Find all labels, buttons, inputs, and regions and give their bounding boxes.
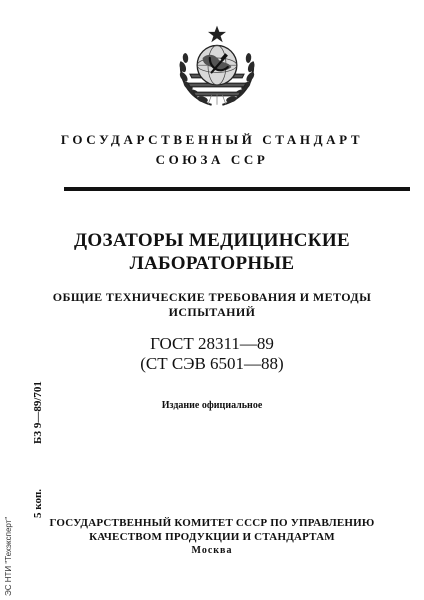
subtitle-line-1: ОБЩИЕ ТЕХНИЧЕСКИЕ ТРЕБОВАНИЯ И МЕТОДЫ	[52, 290, 372, 304]
standard-designation	[0, 334, 424, 374]
bz-code: БЗ 9—89/701	[32, 381, 44, 444]
publisher-line-1: ГОСУДАРСТВЕННЫЙ КОМИТЕТ СССР ПО УПРАВЛЕНИЮ	[49, 517, 375, 529]
publisher-block	[0, 516, 424, 558]
price-label: 5 коп.	[32, 488, 44, 518]
publisher-city: Москва	[191, 545, 233, 556]
edition-note: Издание официальное	[161, 400, 263, 411]
source-stamp: ЭС НТИ "Техэксперт"	[4, 516, 13, 596]
title-line-2: ЛАБОРАТОРНЫЕ	[129, 253, 295, 274]
union-heading: СОЮЗА ССР	[155, 152, 269, 167]
heading-divider	[64, 187, 410, 191]
state-standard-heading: ГОСУДАРСТВЕННЫЙ СТАНДАРТ	[60, 132, 364, 147]
ussr-state-emblem-icon	[172, 22, 262, 112]
gost-number: ГОСТ 28311—89	[150, 334, 274, 353]
document-title	[0, 229, 424, 275]
document-subtitle	[0, 290, 424, 320]
title-line-1: ДОЗАТОРЫ МЕДИЦИНСКИЕ	[74, 230, 350, 251]
st-sev-number: (СТ СЭВ 6501—88)	[140, 354, 284, 373]
publisher-line-2: КАЧЕСТВОМ ПРОДУКЦИИ И СТАНДАРТАМ	[89, 531, 335, 543]
subtitle-line-2: ИСПЫТАНИЙ	[168, 305, 256, 319]
